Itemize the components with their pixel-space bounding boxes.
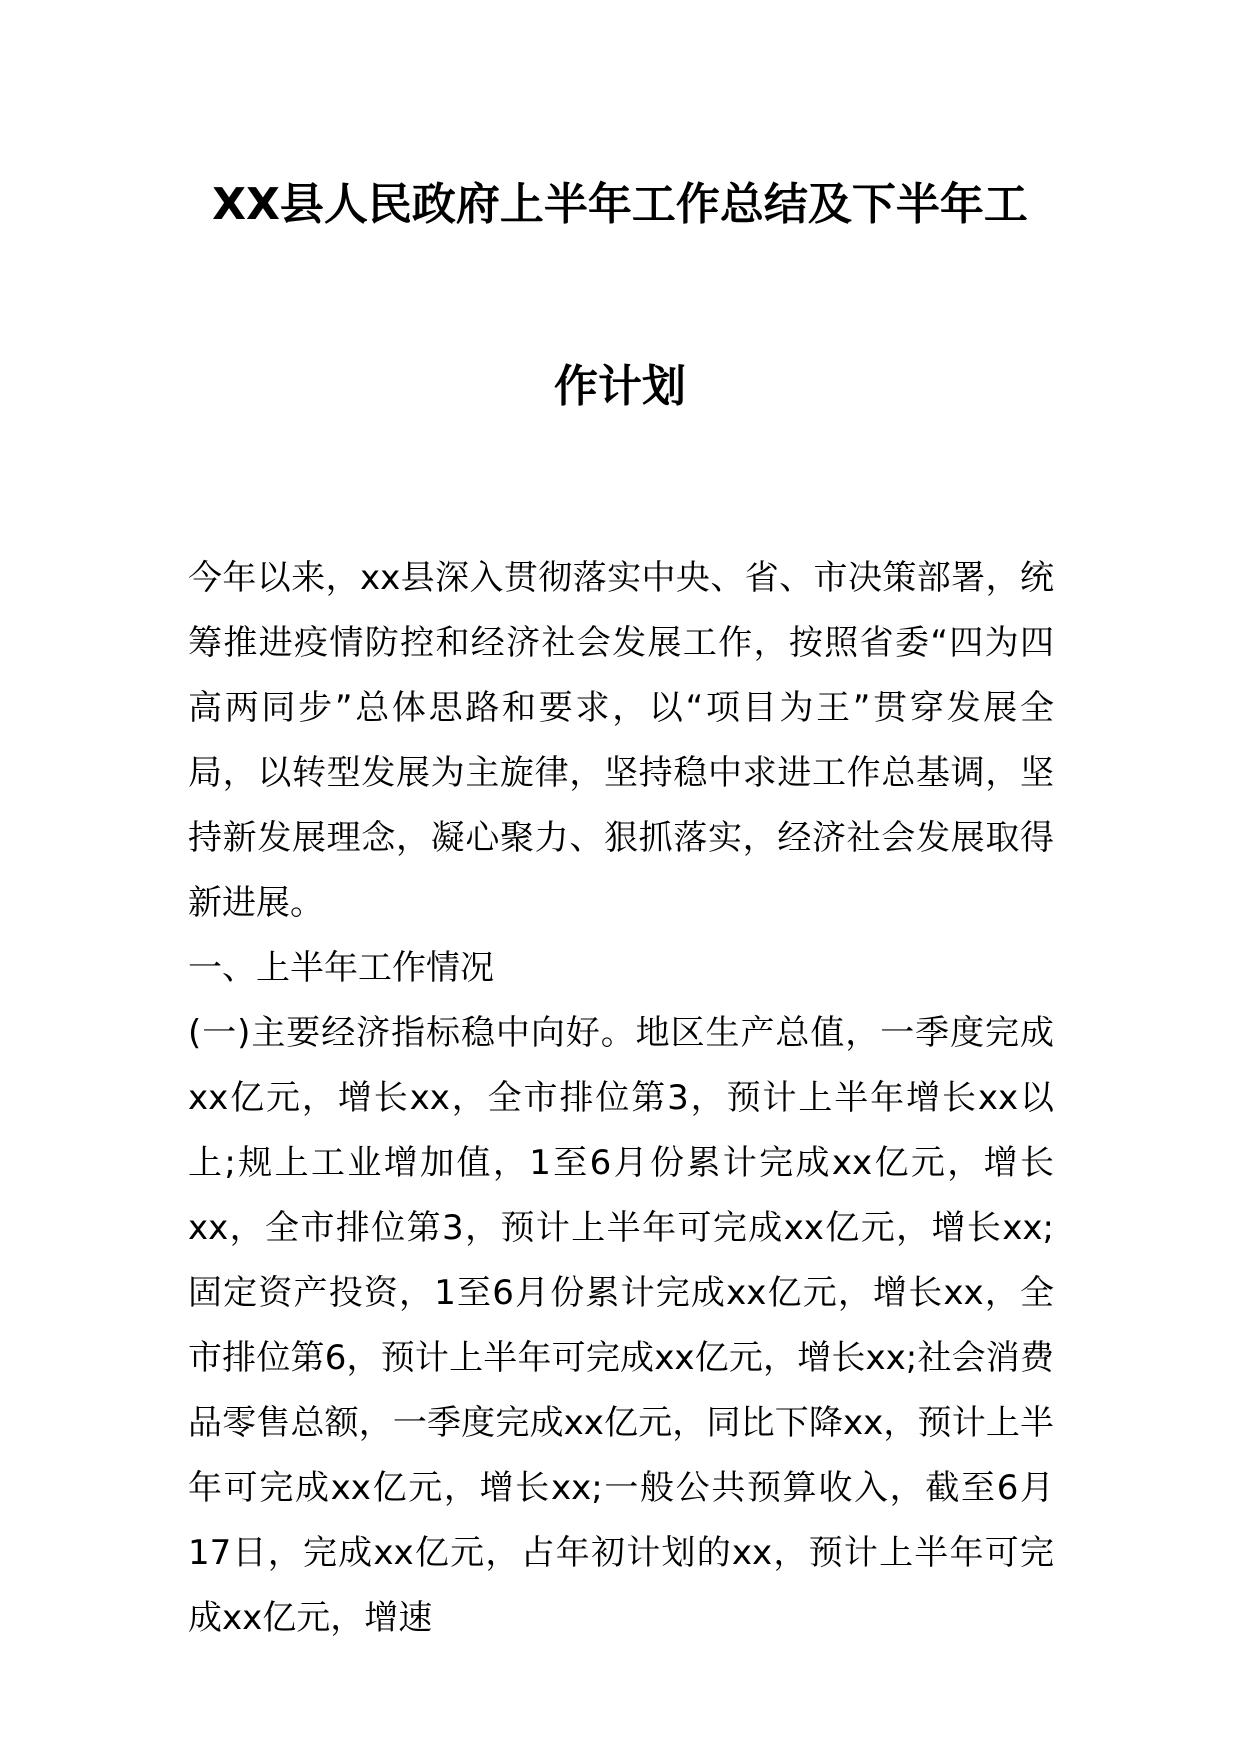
economic-indicators-paragraph: (一)主要经济指标稳中向好。地区生产总值，一季度完成xx亿元，增长xx，全市排位第3，预计上半年增长xx以上;规上工业增加值，1至6月份累计完成xx亿元，增长xx，全市排位第3，预计上半年可完成xx亿元，增长xx;固定资产投资，1至6月份累计完成xx亿元，增长xx，全市排位第6，预计上半年可完成xx亿元，增长xx;社会消费品零售总额，一季度完成xx亿元，同比下降xx，预计上半年可完成xx亿元，增长xx;一般公共预算收入，截至6月17日，完成xx亿元，占年初计划的xx，预计上半年可完成xx亿元，增速 bbox=[188, 1013, 1054, 1638]
document-body bbox=[188, 546, 1054, 1651]
section-heading: 一、上半年工作情况 bbox=[188, 948, 494, 988]
document-title-line-2: 作计划 bbox=[554, 361, 686, 412]
document-title-line-1: XX县人民政府上半年工作总结及下半年工 bbox=[212, 179, 1028, 230]
intro-paragraph: 今年以来，xx县深入贯彻落实中央、省、市决策部署，统筹推进疫情防控和经济社会发展工作，按照省委“四为四高两同步”总体思路和要求，以“项目为王”贯穿发展全局，以转型发展为主旋律，坚持稳中求进工作总基调，坚持新发展理念，凝心聚力、狠抓落实，经济社会发展取得新进展。 bbox=[188, 558, 1054, 923]
